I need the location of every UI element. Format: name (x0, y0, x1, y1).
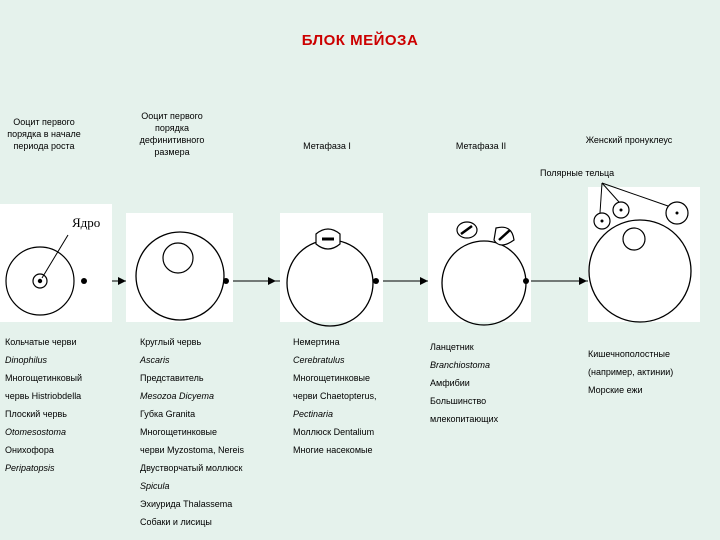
list-item: Mesozoa Dicyema (140, 391, 215, 401)
list-item: Моллюск Dentalium (293, 427, 375, 437)
list-item: Pectinaria (293, 409, 334, 419)
organism-column-3 (293, 333, 377, 459)
organism-column-4 (430, 338, 498, 428)
list-item: черви Myzostoma, Nereis (140, 445, 245, 455)
list-item: Многощетинковые (140, 427, 217, 437)
panel-female-pronucleus (588, 187, 700, 322)
list-item: Peripatopsis (5, 463, 55, 473)
organism-column-2 (140, 333, 244, 531)
stage-label-metaphase-1: Метафаза I (303, 141, 351, 151)
list-item: Морские ежи (588, 385, 643, 395)
list-item: Spicula (140, 481, 170, 491)
list-item: Онихофора (5, 445, 54, 455)
stage-label-early-oocyte: Ооцит первого порядка в начале периода роста (7, 117, 81, 151)
diagram-title: БЛОК МЕЙОЗА (301, 32, 419, 49)
flow-arrowhead-3 (420, 277, 428, 285)
stage-label-female-pronucleus: Женский пронуклеус (585, 135, 673, 145)
stage-label-definitive-oocyte: Ооцит первого порядка дефинитивного размера (139, 111, 205, 157)
list-item: Многощетинковые (293, 373, 370, 383)
list-item: Эхиурида Thalassema (140, 499, 233, 509)
list-item: Круглый червь (140, 337, 202, 347)
list-item: млекопитающих (430, 414, 499, 424)
list-item: Многощетинковый (5, 373, 83, 383)
flow-arrowhead-2 (268, 277, 276, 285)
list-item: Губка Granita (140, 409, 196, 419)
list-item: Ascaris (140, 355, 170, 365)
list-item: Ланцетник (430, 342, 474, 352)
list-item: Плоский червь (5, 409, 67, 419)
polar-bodies-label: Полярные тельца (540, 168, 615, 178)
list-item: Двустворчатый моллюск (140, 463, 243, 473)
list-item: Cerebratulus (293, 355, 345, 365)
panel-metaphase-2 (428, 213, 531, 322)
list-item: Собаки и лисицы (140, 517, 212, 527)
list-item: (например, актинии) (588, 367, 674, 377)
list-item: черви Chaetopterus, (293, 391, 377, 401)
list-item: Branchiostoma (430, 360, 491, 370)
flow-arrowhead-4 (579, 277, 587, 285)
organism-column-5 (588, 345, 673, 399)
organism-column-1 (5, 333, 82, 477)
list-item: Многие насекомые (293, 445, 373, 455)
list-item: Представитель (140, 373, 204, 383)
list-item: Otomesostoma (5, 427, 67, 437)
list-item: Амфибии (430, 378, 470, 388)
flow-arrowhead-1 (118, 277, 126, 285)
list-item: Кишечнополостные (588, 349, 670, 359)
panel-definitive-oocyte (126, 213, 233, 322)
nucleus-label: Ядро (72, 215, 101, 230)
list-item: Dinophilus (5, 355, 48, 365)
list-item: Кольчатые черви (5, 337, 77, 347)
list-item: червь Histriobdella (5, 391, 82, 401)
stage-label-metaphase-2: Метафаза II (455, 141, 507, 151)
list-item: Немертина (293, 337, 340, 347)
list-item: Большинство (430, 396, 487, 406)
